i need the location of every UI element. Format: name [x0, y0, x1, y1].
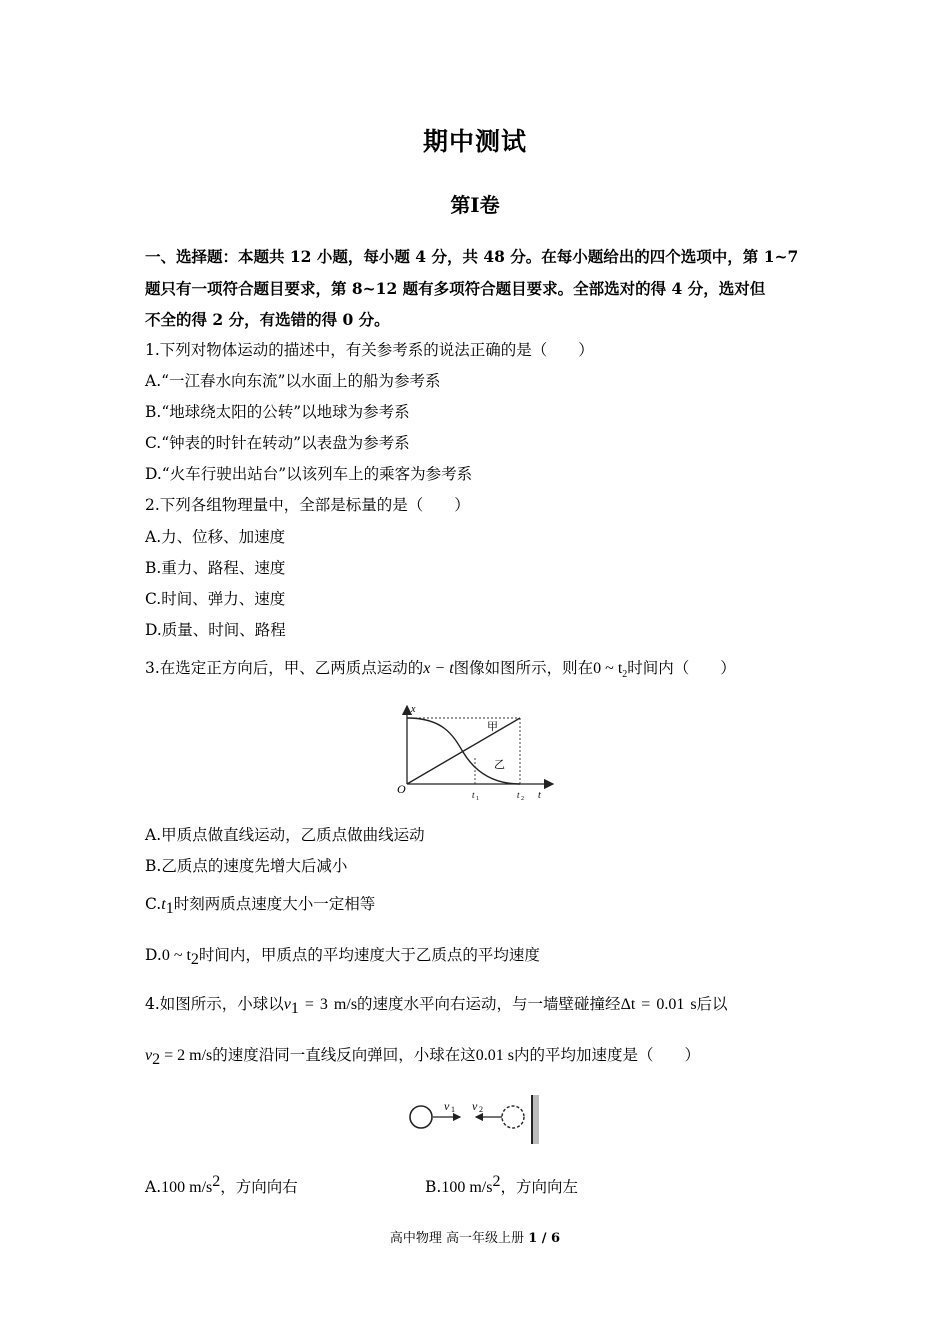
q4-option-a-text: ，方向向右 — [220, 1178, 298, 1197]
q3-stem-part-b: 图像如图所示，则在 — [453, 659, 594, 677]
q3-option-d-range: 0 ~ t — [161, 947, 191, 964]
fig-v2-label: v — [472, 1099, 478, 1113]
page-footer — [0, 1227, 950, 1246]
q4-v1-var: v — [283, 996, 291, 1013]
t2-sub-label: 2 — [521, 796, 524, 802]
q4-option-b-sup: 2 — [492, 1173, 501, 1190]
q3-range — [593, 660, 628, 681]
q2-option-c: C.时间、弹力、速度 — [145, 590, 286, 608]
ball-rebound-icon — [502, 1106, 524, 1128]
jia-label: 甲 — [487, 720, 498, 733]
q4-stem-part-b: 的速度水平向右运动，与一墙壁碰撞经 — [357, 995, 621, 1013]
q3-option-c-text: 时刻两质点速度大小一定相等 — [173, 895, 376, 913]
wall-hatch — [533, 1095, 539, 1144]
q3-option-d — [145, 945, 540, 970]
q4-dt: Δt = 0.01 s — [620, 996, 697, 1013]
q3-range-sub: 2 — [622, 669, 628, 681]
q3-option-c-sub: 1 — [165, 900, 174, 918]
curve-jia — [407, 718, 520, 784]
instructions-line-2: 题只有一项符合题目要求，第 8~12 题有多项符合题目要求。全部选对的得 4 分，选对但 — [145, 279, 766, 298]
q3-option-d-text: 时间内，甲质点的平均速度大于乙质点的平均速度 — [198, 946, 540, 964]
origin-label: O — [397, 782, 406, 796]
q3-option-c-var: t — [161, 896, 166, 913]
t1-sub-label: 1 — [476, 796, 479, 802]
q3-option-d-sub: 2 — [190, 951, 199, 969]
fig-v1-sub: 1 — [451, 1105, 455, 1114]
q1-option-c: C.“钟表的时针在转动”以表盘为参考系 — [145, 434, 410, 452]
q4-stem-line-2 — [145, 1045, 700, 1070]
q4-option-a — [145, 1172, 298, 1198]
q4-v2-sub: 2 — [152, 1051, 161, 1069]
instructions-line-3: 不全的得 2 分，有选错的得 0 分。 — [145, 310, 390, 329]
q2-option-a: A.力、位移、加速度 — [145, 528, 286, 546]
q3-option-c-prefix: C. — [145, 895, 162, 913]
q3-xt-symbol: x − t — [423, 660, 454, 677]
q4-option-b — [425, 1172, 578, 1198]
yi-label: 乙 — [494, 758, 505, 771]
t-axis-label: t — [538, 790, 541, 801]
ball-icon — [410, 1106, 432, 1128]
q4-option-b-prefix: B. — [425, 1178, 442, 1197]
q4-option-a-sup: 2 — [212, 1173, 221, 1190]
q4-stem-line-1 — [145, 994, 728, 1019]
q3-option-b: B.乙质点的速度先增大后减小 — [145, 857, 348, 875]
q1-option-a: A.“一江春水向东流”以水面上的船为参考系 — [145, 372, 441, 390]
page-title: 期中测试 — [422, 127, 527, 156]
q4-stem-part-d: 的速度沿同一直线反向弹回，小球在这 — [212, 1046, 476, 1064]
q3-stem — [145, 658, 736, 685]
q4-option-b-text: ，方向向左 — [500, 1178, 578, 1197]
q4-option-a-prefix: A. — [145, 1178, 162, 1197]
t1-label: t — [472, 790, 475, 800]
q4-dt2: 0.01 s — [475, 1047, 514, 1064]
q3-option-c — [145, 894, 375, 919]
q3-option-a: A.甲质点做直线运动，乙质点做曲线运动 — [145, 826, 425, 844]
footer-text: 高中物理 高一年级上册 — [389, 1231, 529, 1246]
fig-v2-sub: 2 — [479, 1105, 483, 1114]
q4-stem-part-e: 内的平均加速度是（ ） — [514, 1046, 701, 1064]
fig-v1-label: v — [444, 1099, 450, 1113]
q3-xt-graph — [383, 700, 563, 805]
q3-option-d-prefix: D. — [145, 946, 162, 964]
q3-stem-part-c: 时间内（ ） — [627, 659, 736, 677]
q4-option-a-value: 100 m/s — [161, 1179, 213, 1197]
section-title: 第Ⅰ卷 — [450, 193, 500, 217]
t2-label: t — [517, 790, 520, 800]
q4-v2-var: v — [145, 1047, 153, 1064]
q1-stem: 1.下列对物体运动的描述中，有关参考系的说法正确的是（ ） — [145, 341, 594, 359]
q4-stem-part-a: 4.如图所示，小球以 — [145, 995, 284, 1013]
q2-option-b: B.重力、路程、速度 — [145, 559, 286, 577]
q3-stem-part-a: 3.在选定正方向后，甲、乙两质点运动的 — [145, 659, 424, 677]
q2-option-d: D.质量、时间、路程 — [145, 621, 286, 639]
x-axis-label: x — [411, 704, 416, 715]
page-number: 1 / 6 — [528, 1231, 561, 1246]
q4-v2-value: = 2 m/s — [160, 1047, 213, 1064]
q4-v1-value: = 3 m/s — [298, 996, 358, 1013]
instructions-line-1: 一、选择题：本题共 12 小题，每小题 4 分，共 48 分。在每小题给出的四个选项中，第 1~7 — [145, 247, 799, 266]
q2-stem: 2.下列各组物理量中，全部是标量的是（ ） — [145, 496, 470, 514]
q1-option-d: D.“火车行驶出站台”以该列车上的乘客为参考系 — [145, 465, 473, 483]
q4-option-b-value: 100 m/s — [441, 1179, 493, 1197]
q4-v1-sub: 1 — [290, 1000, 299, 1018]
q4-stem-part-c: 后以 — [696, 995, 728, 1013]
q4-ball-wall-figure — [400, 1092, 550, 1147]
q3-range-text: 0 ~ t — [593, 660, 623, 677]
q1-option-b: B.“地球绕太阳的公转”以地球为参考系 — [145, 403, 410, 421]
